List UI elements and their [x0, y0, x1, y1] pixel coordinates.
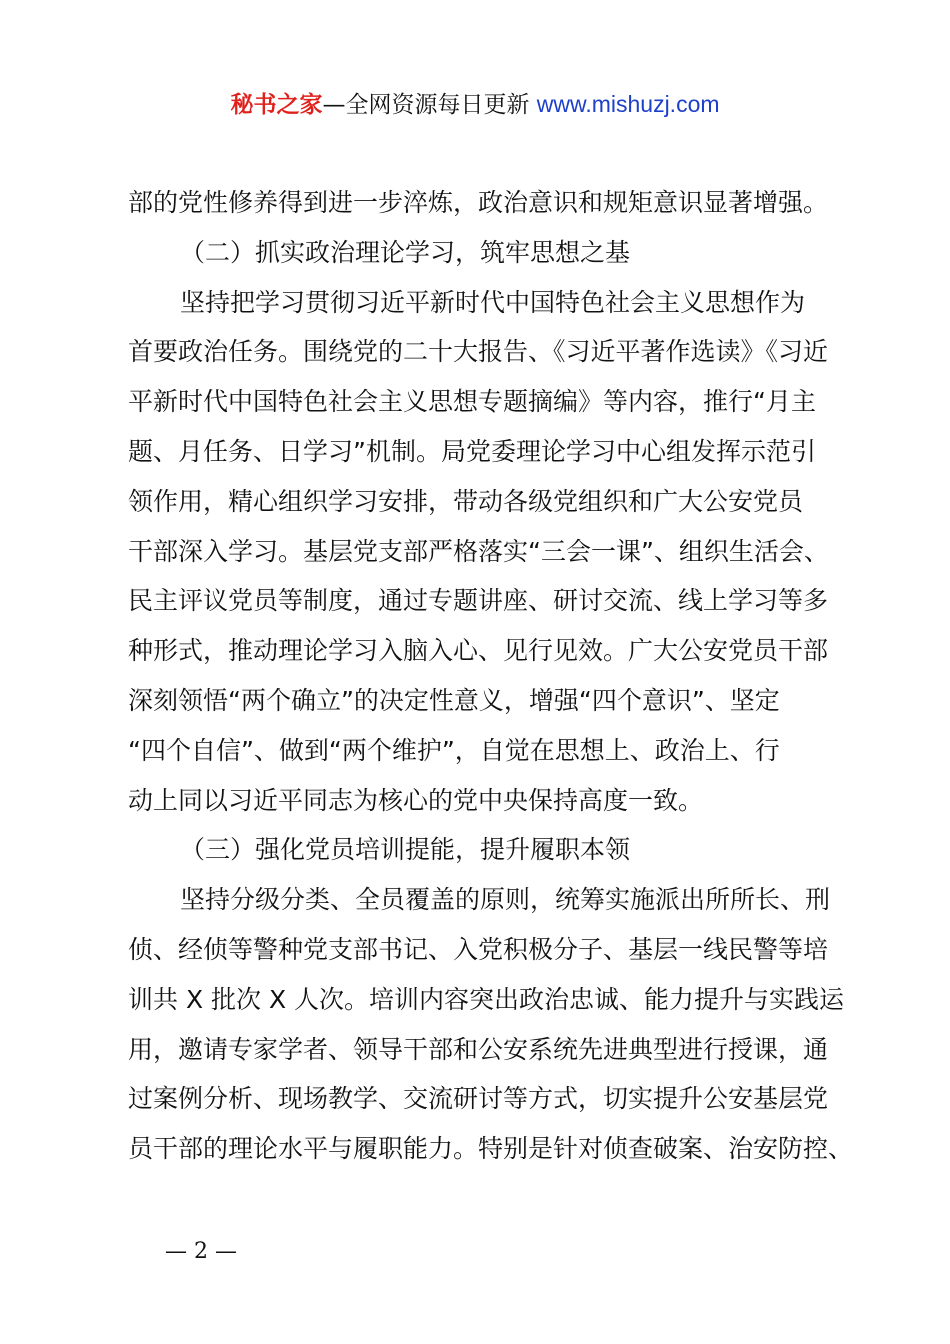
- text-line: 动上同以习近平同志为核心的党中央保持高度一致。: [128, 785, 704, 815]
- text-line: 坚持分级分类、全员覆盖的原则，统筹实施派出所所长、刑: [180, 885, 831, 915]
- text-line: 深刻领悟“两个确立”的决定性意义，增强“四个意识”、坚定: [128, 685, 780, 715]
- site-brand: 秘书之家: [230, 92, 323, 118]
- site-url[interactable]: www.mishuzj.com: [536, 91, 720, 117]
- document-body: [128, 178, 854, 1174]
- section-heading: （二）抓实政治理论学习，筑牢思想之基: [180, 237, 631, 267]
- text-line: 题、月任务、日学习”机制。局党委理论学习中心组发挥示范引: [128, 436, 816, 466]
- text-line: 员干部的理论水平与履职能力。特别是针对侦查破案、治安防控、: [128, 1134, 854, 1164]
- page-header: [0, 86, 950, 123]
- text-line: 种形式，推动理论学习入脑入心、见行见效。广大公安党员干部: [128, 636, 829, 666]
- text-line: 部的党性修养得到进一步淬炼，政治意识和规矩意识显著增强。: [128, 188, 829, 217]
- text-line: 过案例分析、现场教学、交流研讨等方式，切实提升公安基层党: [128, 1084, 829, 1114]
- text-line: 首要政治任务。围绕党的二十大报告、《习近平著作选读》《习近: [128, 337, 829, 367]
- text-line: 领作用，精心组织学习安排，带动各级党组织和广大公安党员: [128, 486, 804, 516]
- text-line: 用，邀请专家学者、领导干部和公安系统先进典型进行授课，通: [128, 1034, 829, 1064]
- text-line: 侦、经侦等警种党支部书记、入党积极分子、基层一线民警等培: [128, 934, 829, 964]
- site-slogan: —全网资源每日更新: [322, 92, 530, 118]
- page-number: — 2 —: [165, 1239, 237, 1264]
- text-line: 训共 X 批次 X 人次。培训内容突出政治忠诚、能力提升与实践运: [128, 984, 845, 1014]
- text-line: “四个自信”、做到“两个维护”，自觉在思想上、政治上、行: [128, 735, 780, 765]
- section-heading: （三）强化党员培训提能，提升履职本领: [180, 835, 631, 865]
- text-line: 干部深入学习。基层党支部严格落实“三会一课”、组织生活会、: [128, 536, 829, 566]
- text-line: 民主评议党员等制度，通过专题讲座、研讨交流、线上学习等多: [128, 586, 829, 616]
- text-line: 平新时代中国特色社会主义思想专题摘编》等内容，推行“月主: [128, 387, 816, 417]
- text-line: 坚持把学习贯彻习近平新时代中国特色社会主义思想作为: [180, 287, 806, 317]
